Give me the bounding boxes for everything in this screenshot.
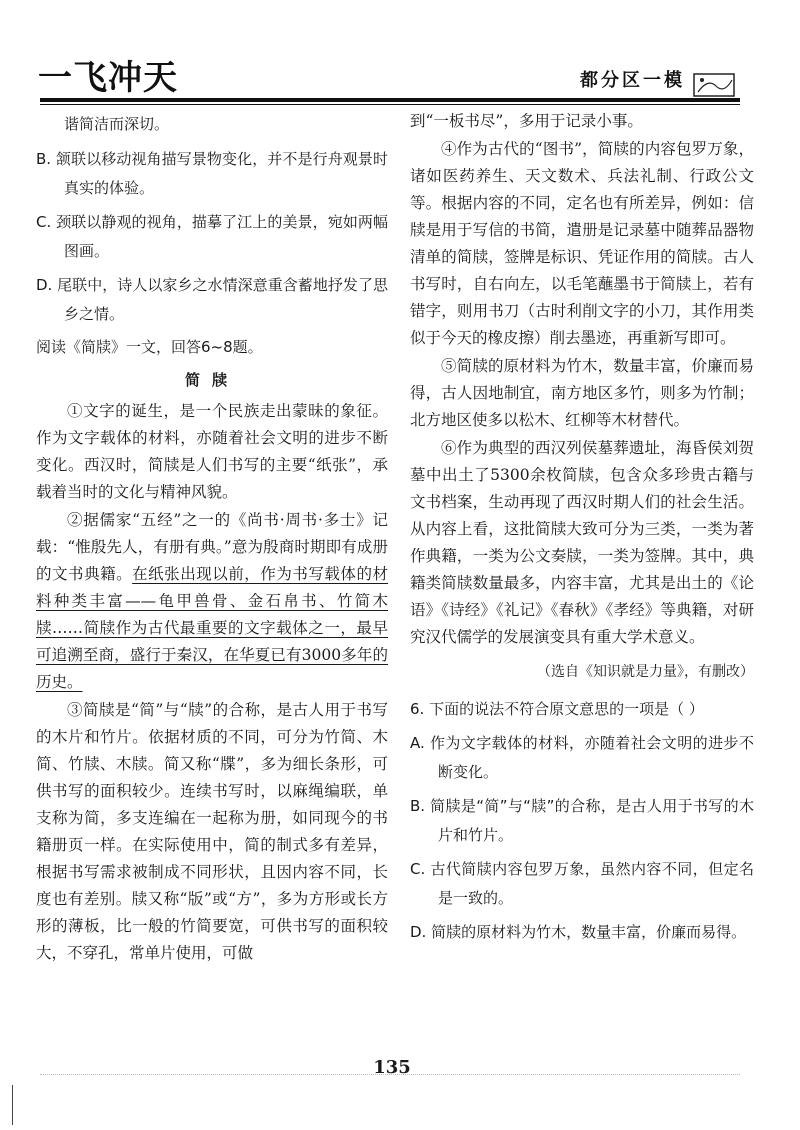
paragraph-1: ①文字的诞生，是一个民族走出蒙昧的象征。作为文字载体的材料，亦随着社会文明的进步不断变化。西汉时，简牍是人们书写的主要“纸张”，承载着当时的文化与精神风貌。 (36, 402, 388, 501)
article-title: 简牍 (184, 371, 239, 389)
left-column (36, 108, 388, 968)
header-rule-thin (40, 104, 740, 105)
question-6: 6. 下面的说法不符合原文意思的一项是（ ） (410, 700, 704, 718)
option-b: B. 颔联以移动视角描写景物变化，并不是行舟观景时真实的体验。 (36, 150, 388, 197)
paragraph-3: ③简牍是“简”与“牍”的合称，是古人用于书写的木片和竹片。依据材质的不同，可分为竹简、木简、竹牍、木牍。简又称“牒”，多为细长条形，可供书写的面积较少。连续书写时，以麻绳编联，单支称为简，多支连编在一起称为册，如同现今的书籍册页一样。在实际使用中，简的制式多有差异，根据书写需求被制成不同形状，且因内容不同，长度也有差别。牍又称“版”或“方”，多为方形或长方形的薄板，比一般的竹简要宽，可供书写的面积较大，不穿孔，常单片使用，可做 (36, 701, 388, 962)
page-header (0, 0, 800, 112)
q6-option-a: A. 作为文字载体的材料，亦随着社会文明的进步不断变化。 (410, 734, 754, 781)
page-edge-line (12, 1085, 13, 1125)
paragraph-2-text: ②据儒家“五经”之一的《尚书·周书·多士》记载：“惟殷先人，有册有典。”意为殷商时期即有成册的文书典籍。 (36, 511, 388, 583)
paragraph-4: ④作为古代的“图书”，简牍的内容包罗万象，诸如医药养生、天文数术、兵法礼制、行政公文等。根据内容的不同，定名也有所差异，例如：信牍是用于写信的书简，遣册是记录墓中随葬品器物清单的简牍，签牌是标识、凭证作用的简牍。古人书写时，自右向左，以毛笔蘸墨书于简牍上，若有错字，则用书刀（古时利削文字的小刀，其作用类似于今天的橡皮擦）削去墨迹，再重新写即可。 (410, 140, 754, 347)
paragraph-3-tail: 到“一板书尽”，多用于记录小事。 (410, 112, 643, 130)
q6-option-b: B. 简牍是“简”与“牍”的合称，是古人用于书写的木片和竹片。 (410, 797, 754, 844)
option-d: D. 尾联中，诗人以家乡之水情深意重含蓄地抒发了思乡之情。 (36, 276, 388, 323)
right-column (410, 108, 754, 952)
page-number: 135 (373, 1057, 411, 1078)
q6-option-d: D. 简牍的原材料为竹木，数量丰富，价廉而易得。 (410, 923, 747, 941)
section-label: 都分区一模 (580, 70, 685, 91)
brand-title: 一飞冲天 (38, 58, 178, 98)
paragraph-2 (36, 507, 388, 696)
option-a-tail: 谐简洁而深切。 (64, 115, 170, 133)
paragraph-2-underlined: 在纸张出现以前，作为书写载体的材料种类丰富——龟甲兽骨、金石帛书、竹简木牍……简牍作为古代最重要的文字载体之一，最早可追溯至商，盛行于秦汉，在华夏已有3000多年的历史。 (36, 565, 388, 691)
reading-intro: 阅读《简牍》一文，回答6~8题。 (36, 338, 263, 356)
article-source: （选自《知识就是力量》，有删改） (537, 664, 754, 680)
corner-ornament-icon (692, 70, 738, 100)
paragraph-6: ⑥作为典型的西汉列侯墓葬遗址，海昏侯刘贺墓中出土了5300余枚简牍，包含众多珍贵古籍与文书档案，生动再现了西汉时期人们的社会生活。从内容上看，这批简牍大致可分为三类，一类为著作典籍，一类为公文奏牍，一类为签牌。其中，典籍类简牍数量最多，内容丰富，尤其是出土的《论语》《诗经》《礼记》《春秋》《孝经》等典籍，对研究汉代儒学的发展演变具有重大学术意义。 (410, 439, 754, 646)
q6-option-c: C. 古代简牍内容包罗万象，虽然内容不同，但定名是一致的。 (410, 860, 754, 907)
header-rule (40, 98, 740, 102)
paragraph-5: ⑤简牍的原材料为竹木，数量丰富，价廉而易得，古人因地制宜，南方地区多竹，则多为竹制；北方地区使多以松木、红柳等木材替代。 (410, 357, 754, 429)
option-c: C. 颈联以静观的视角，描摹了江上的美景，宛如两幅图画。 (36, 213, 388, 260)
